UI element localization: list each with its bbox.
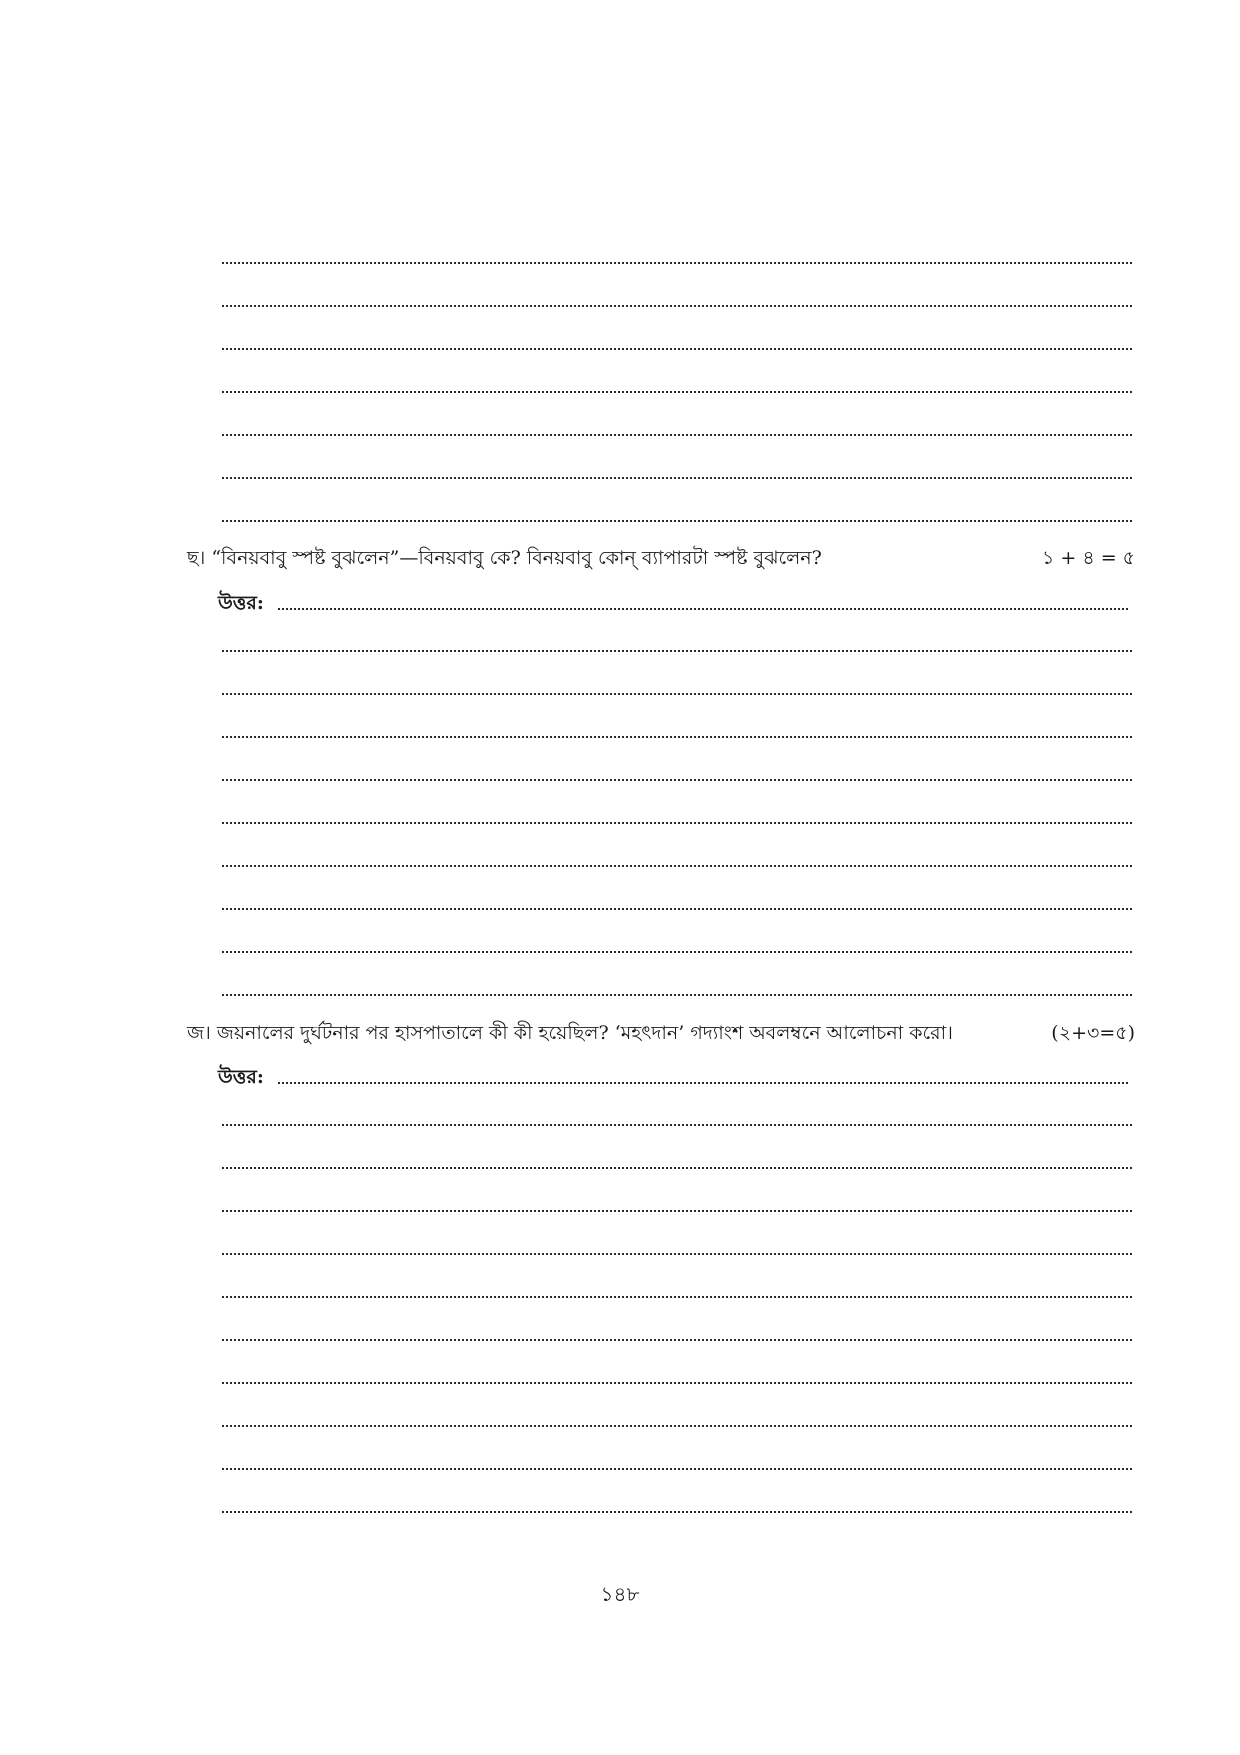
answer-row xyxy=(218,1062,1132,1092)
answer-line xyxy=(222,908,1132,910)
answer-line xyxy=(222,434,1132,436)
answer-line xyxy=(222,477,1132,479)
answer-line xyxy=(222,1167,1132,1169)
answer-line xyxy=(222,1124,1132,1126)
answer-line xyxy=(278,1082,1128,1084)
question-text: জ। জয়নালের দুর্ঘটনার পর হাসপাতালে কী কী হয়েছিল? ‘মহৎদান’ গদ্যাংশ অবলম্বনে আলোচনা করো। xyxy=(187,1022,953,1044)
answer-line xyxy=(222,1339,1132,1341)
answer-line xyxy=(222,822,1132,824)
answer-line xyxy=(222,1210,1132,1212)
question-text: ছ। “বিনয়বাবু স্পষ্ট বুঝলেন”—বিনয়বাবু কে? বিনয়বাবু কোন্ ব্যাপারটা স্পষ্ট বুঝলেন? xyxy=(187,547,822,569)
answer-line xyxy=(222,305,1132,307)
answer-line xyxy=(222,994,1132,996)
answer-line xyxy=(222,1511,1132,1513)
question-marks: (২+৩=৫) xyxy=(1051,1022,1135,1044)
answer-line xyxy=(222,1425,1132,1427)
answer-line xyxy=(222,391,1132,393)
answer-label: উত্তর: xyxy=(218,588,266,618)
page-number: ১৪৮ xyxy=(600,1582,640,1606)
answer-line xyxy=(222,650,1132,652)
answer-line xyxy=(222,262,1132,264)
answer-label: উত্তর: xyxy=(218,1062,266,1092)
answer-line xyxy=(222,951,1132,953)
answer-line xyxy=(222,1253,1132,1255)
answer-line xyxy=(222,520,1132,522)
answer-line xyxy=(222,865,1132,867)
question-marks: ১ + ৪ = ৫ xyxy=(1042,547,1135,569)
answer-line xyxy=(222,1382,1132,1384)
answer-line xyxy=(222,736,1132,738)
answer-line xyxy=(222,1296,1132,1298)
answer-line xyxy=(222,348,1132,350)
answer-line xyxy=(222,779,1132,781)
question-ja xyxy=(187,1018,1135,1048)
answer-row xyxy=(218,588,1132,618)
answer-line xyxy=(222,1468,1132,1470)
answer-line xyxy=(278,608,1128,610)
answer-line xyxy=(222,693,1132,695)
question-chha xyxy=(187,543,1135,573)
